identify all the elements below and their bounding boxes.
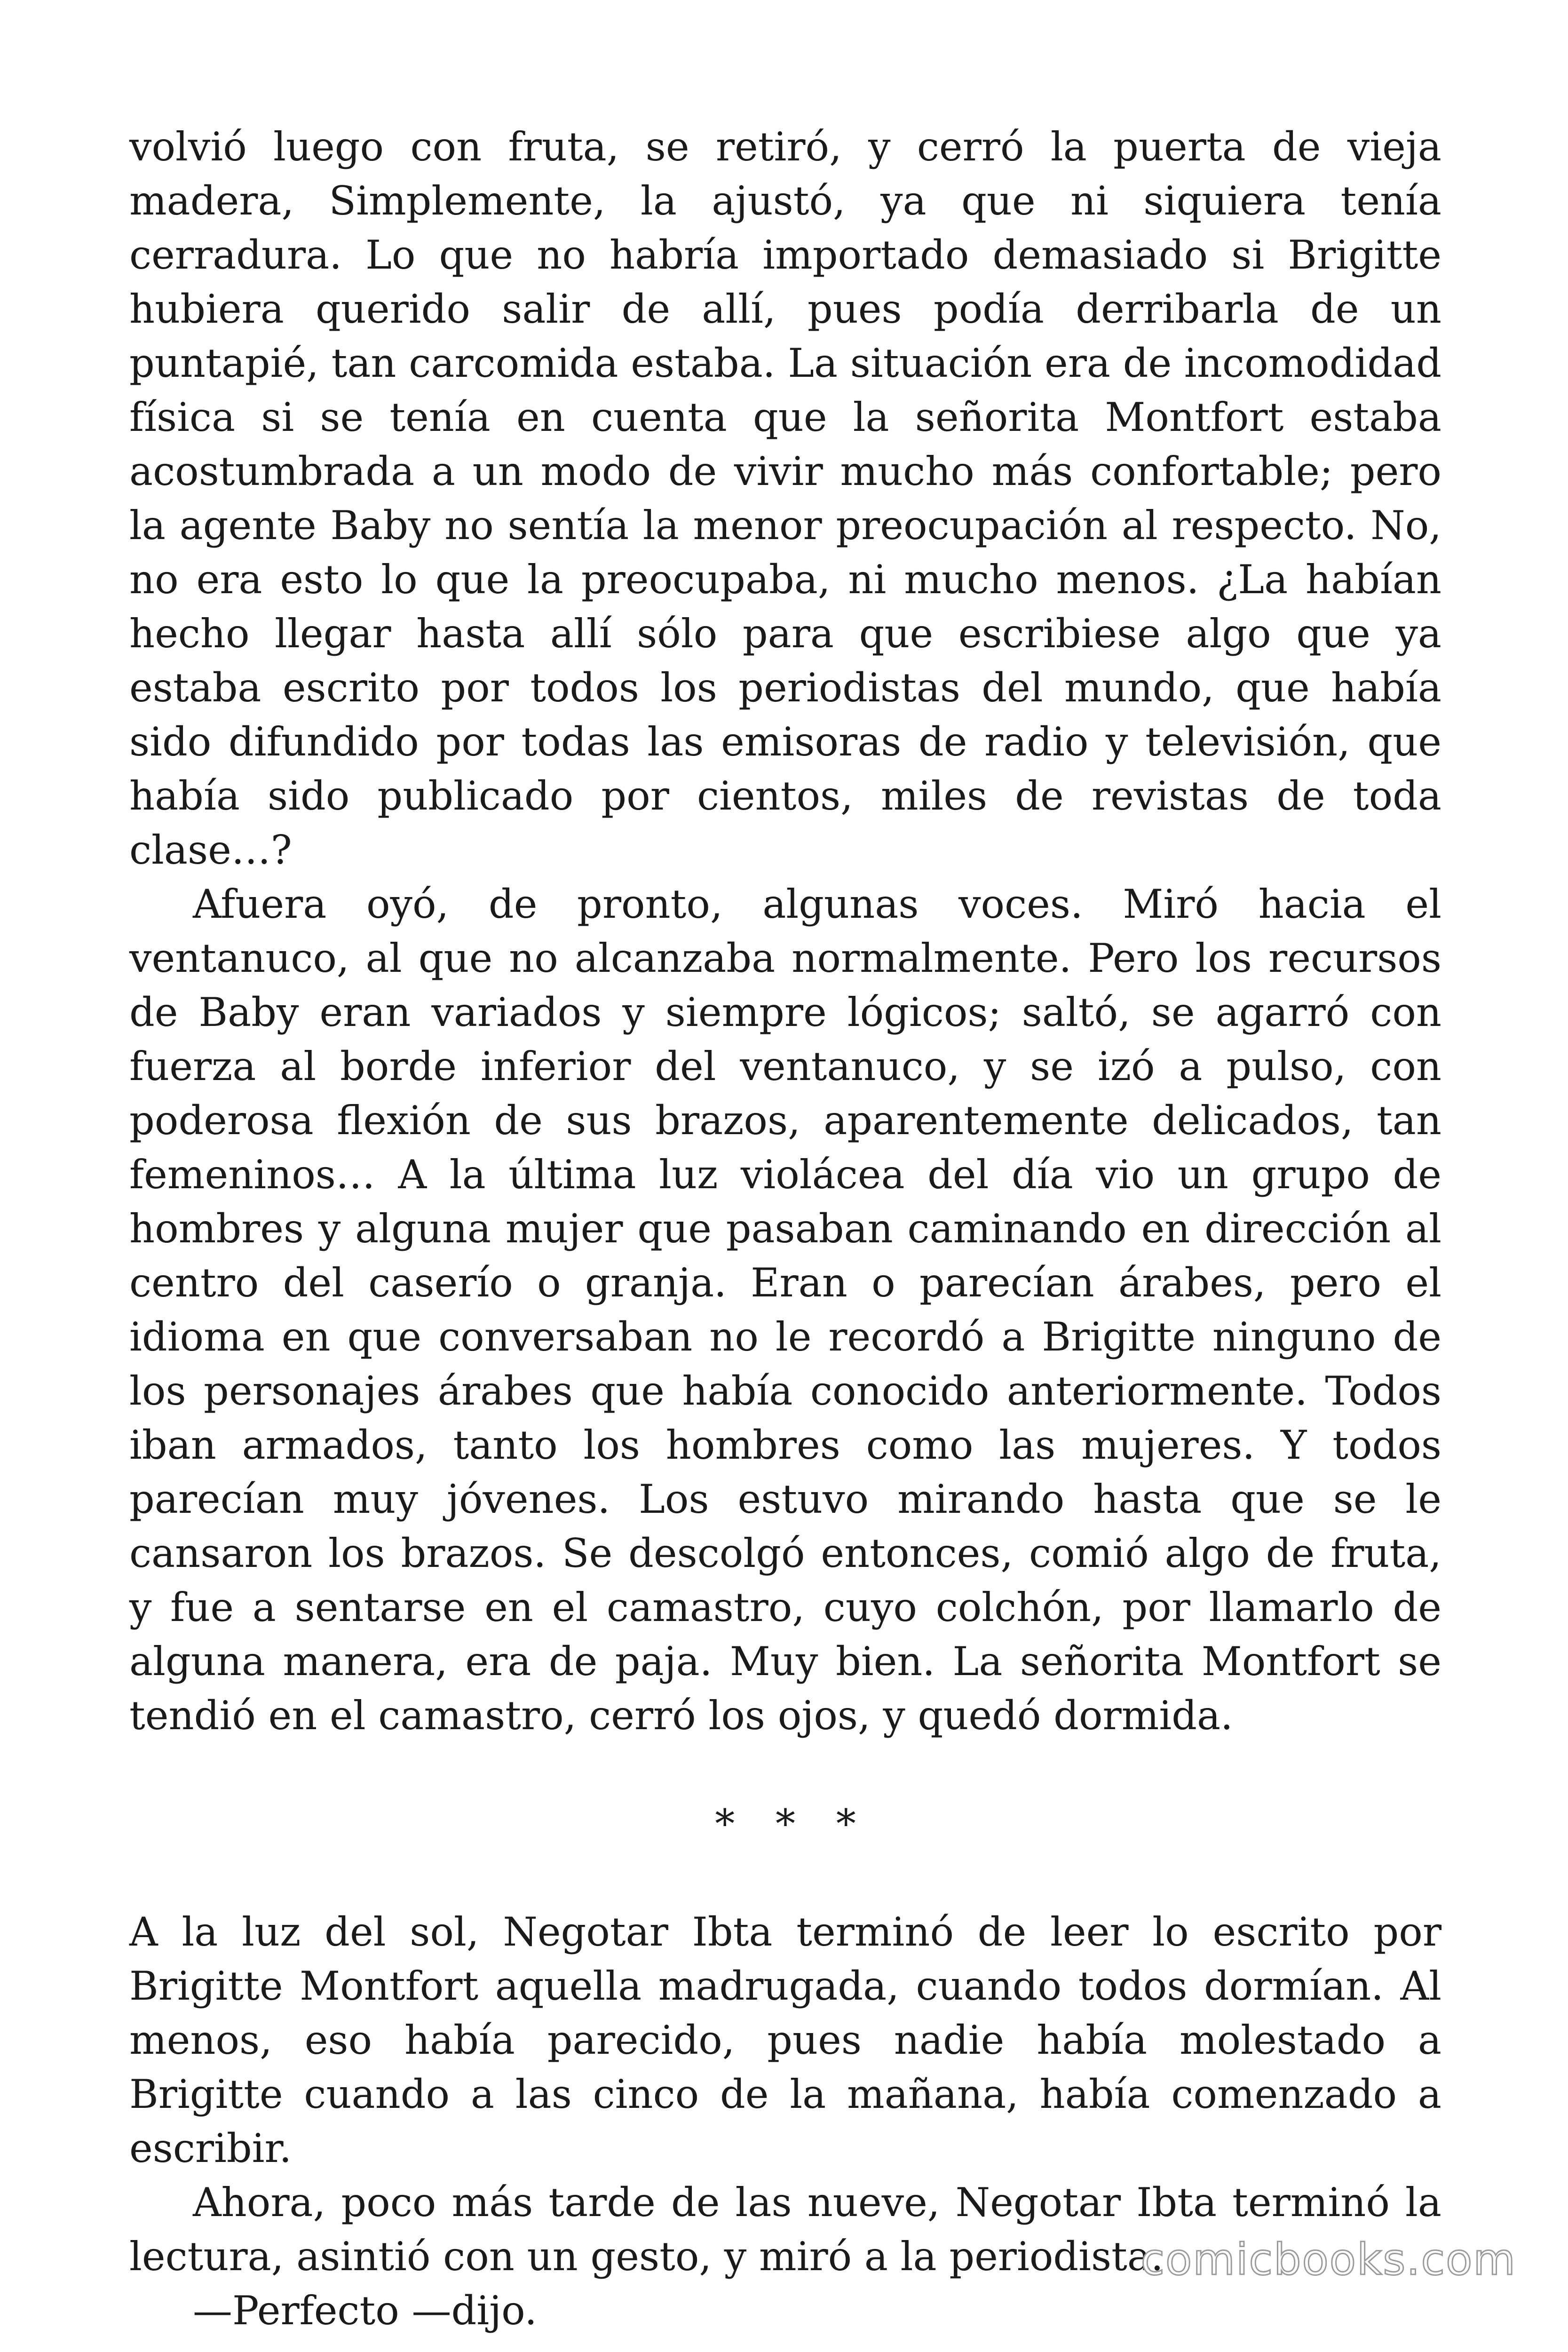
paragraph-1: volvió luego con fruta, se retiró, y cerró la puerta de vieja madera, Simplemente, la ajustó, ya que ni siquiera tenía cerradura. Lo que no habría importado demasiado si Brigitte hubiera querido salir de allí, pues podía derribarla de un puntapié, tan carcomida estaba. La situación era de incomodidad física si se tenía en cuenta que la señorita Montfort estaba acostumbrada a un modo de vivir mucho más confortable; pero la agente Baby no sentía la menor preocupación al respecto. No, no era esto lo que la preocupaba, ni mucho menos. ¿La habían hecho llegar hasta allí sólo para que escribiese algo que ya estaba escrito por todos los periodistas del mundo, que había sido difundido por todas las emisoras de radio y televisión, que había sido publicado por cientos, miles de revistas de toda clase…? <box>129 124 1441 873</box>
book-page <box>129 120 1441 2338</box>
dialogue-line: —Perfecto —dijo. <box>193 2288 537 2334</box>
paragraph-4: Ahora, poco más tarde de las nueve, Negotar Ibta terminó la lectura, asintió con un gesto, y miró a la periodista. <box>129 2179 1441 2280</box>
paragraph-3: A la luz del sol, Negotar Ibta terminó de leer lo escrito por Brigitte Montfort aquella madrugada, cuando todos dormían. Al menos, eso había parecido, pues nadie había molestado a Brigitte cuando a las cinco de la mañana, había comenzado a escribir. <box>129 1909 1441 2171</box>
watermark: comicbooks.com <box>1140 2234 1516 2285</box>
section-separator: * * * <box>715 1801 870 1847</box>
paragraph-2: Afuera oyó, de pronto, algunas voces. Miró hacia el ventanuco, al que no alcanzaba normalmente. Pero los recursos de Baby eran variados y siempre lógicos; saltó, se agarró con fuerza al borde inferior del ventanuco, y se izó a pulso, con poderosa flexión de sus brazos, aparentemente delicados, tan femeninos… A la última luz violácea del día vio un grupo de hombres y alguna mujer que pasaban caminando en dirección al centro del caserío o granja. Eran o parecían árabes, pero el idioma en que conversaban no le recordó a Brigitte ninguno de los personajes árabes que había conocido anteriormente. Todos iban armados, tanto los hombres como las mujeres. Y todos parecían muy jóvenes. Los estuvo mirando hasta que se le cansaron los brazos. Se descolgó entonces, comió algo de fruta, y fue a sentarse en el camastro, cuyo colchón, por llamarlo de alguna manera, era de paja. Muy bien. La señorita Montfort se tendió en el camastro, cerró los ojos, y quedó dormida. <box>129 881 1441 1739</box>
